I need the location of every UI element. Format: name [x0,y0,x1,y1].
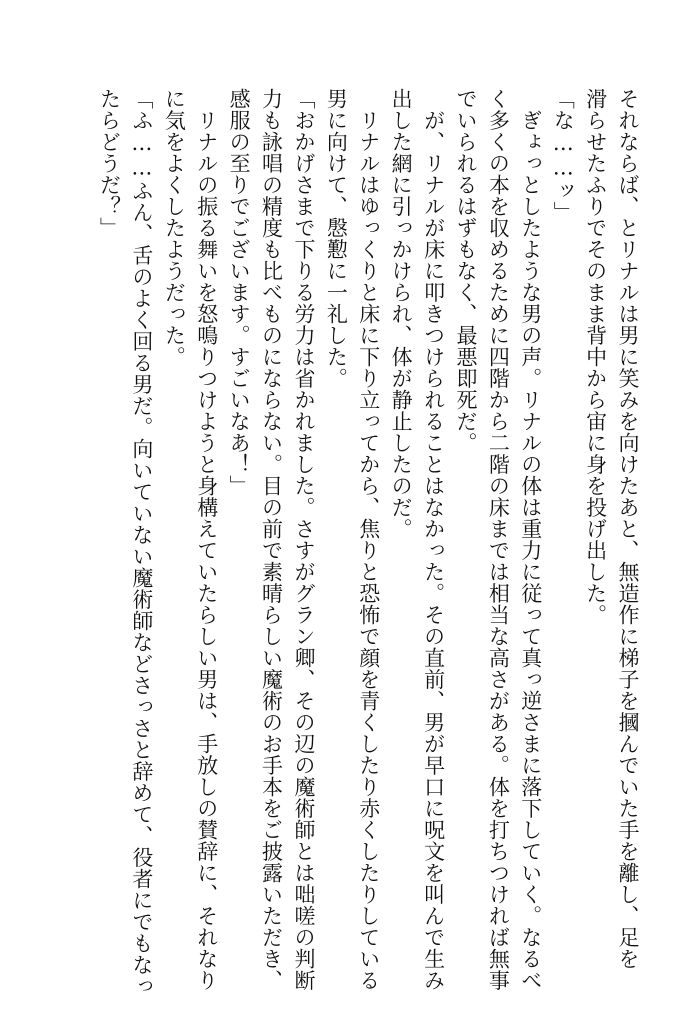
text-line-10: 男に向けて、慇懃に一礼した。 [324,88,349,389]
text-line-15: に気をよくしたようだった。 [162,88,187,368]
text-line-8: 出した網に引っかけられ、体が静止したのだ。 [389,88,414,540]
text-line-13: 感服の至りでございます。すごいなあ！」 [227,88,252,497]
text-line-5: く多くの本を収めるために四階から二階の床までは相当な高さがある。体を打ちつければ無事 [486,88,511,991]
text-line-7: が、リナルが床に叩きつけられることはなかった。その直前、男が早口に呪文を叫んで生み [421,88,446,991]
text-line-17: たらどうだ？」 [97,88,122,239]
text-line-3: 「な……ッ」 [551,88,576,223]
text-line-2: 滑らせたふりでそのまま背中から宙に身を投げ出した。 [583,88,608,626]
text-line-6: でいられるはずもなく、最悪即死だ。 [453,88,478,454]
vertical-text-block [93,88,644,997]
text-line-12: 力も詠唱の精度も比べものにならない。目の前で素晴らしい魔術のお手本をご披露いただき、 [259,88,284,991]
text-line-9: リナルはゆっくりと床に下り立ってから、焦りと恐怖で顔を青くしたり赤くしたりしている [356,88,381,991]
text-line-4: ぎょっとしたような男の声。リナルの体は重力に従って真っ逆さまに落下していく。なるべ [518,88,543,991]
text-line-1: それならば、とリナルは男に笑みを向けたあと、無造作に梯子を摑んでいた手を離し、足を [616,88,640,970]
text-line-14: リナルの振る舞いを怒鳴りつけようと身構えていたらしい男は、手放しの賛辞に、それなり [194,88,219,991]
text-line-16: 「ふ……ふん、舌のよく回る男だ。向いていない魔術師などさっさと辞めて、役者にでもなっ [129,88,154,997]
text-line-11: 「おかげさまで下りる労力は省かれました。さすがグラン卿、その辺の魔術師とは咄嗟の判断 [291,88,316,991]
